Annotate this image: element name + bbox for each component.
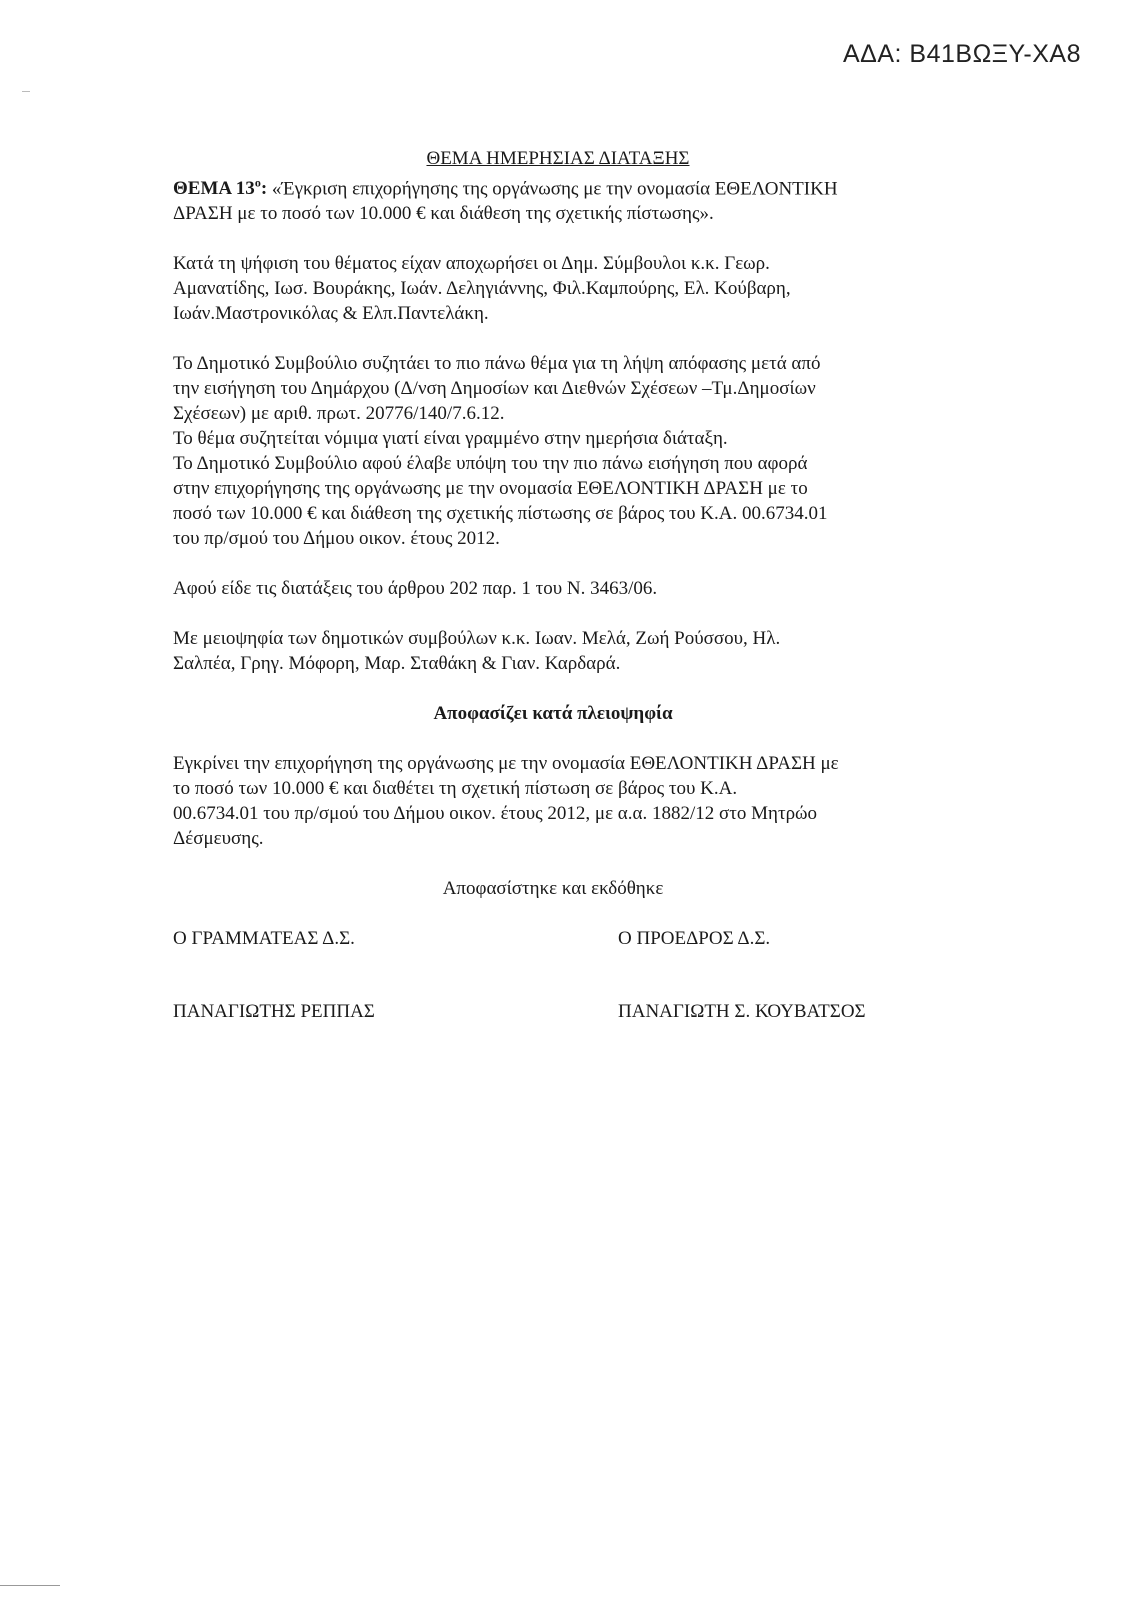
minority-line-1: Με μειοψηφία των δημοτικών συμβούλων κ.κ. Ιωαν. Μελά, Ζωή Ρούσσου, Ηλ. [173,628,781,650]
minority-line-2: Σαλπέα, Γρηγ. Μόφορη, Μαρ. Σταθάκη & Γιαν. Καρδαρά. [173,653,621,675]
president-title: Ο ΠΡΟΕΔΡΟΣ Δ.Σ. [618,928,771,950]
signature-titles [173,926,918,951]
decision-line-2: το ποσό των 10.000 € και διαθέτει τη σχετική πίστωση σε βάρος του Κ.Α. [173,778,738,800]
discussion-line-5: Το Δημοτικό Συμβούλιο αφού έλαβε υπόψη του την πιο πάνω εισήγηση που αφορά [173,453,808,475]
absent-line-2: Αμανατίδης, Ιωσ. Βουράκης, Ιωάν. Δεληγιάννης, Φιλ.Καμπούρης, Ελ. Κούβαρη, [173,278,791,300]
agenda-heading: ΘΕΜΑ ΗΜΕΡΗΣΙΑΣ ΔΙΑΤΑΞΗΣ [426,148,690,169]
absent-line-1: Κατά τη ψήφιση του θέματος είχαν αποχωρήσει οι Δημ. Σύμβουλοι κ.κ. Γεωρ. [173,253,770,275]
law-reference: Αφού είδε τις διατάξεις του άρθρου 202 παρ. 1 του Ν. 3463/06. [173,578,658,600]
scan-mark [22,91,30,92]
discussion-line-2: την εισήγηση του Δημάρχου (Δ/νση Δημοσίων και Διεθνών Σχέσεων –Τμ.Δημοσίων [173,378,816,400]
signature-names [173,999,918,1024]
discussion-line-1: Το Δημοτικό Συμβούλιο συζητάει το πιο πάνω θέμα για τη λήψη απόφασης μετά από [173,353,821,375]
decision-line-1: Εγκρίνει την επιχορήγηση της οργάνωσης με την ονομασία ΕΘΕΛΟΝΤΙΚΗ ΔΡΑΣΗ με [173,753,839,775]
topic-line-2: ΔΡΑΣΗ με το ποσό των 10.000 € και διάθεση της σχετικής πίστωσης». [173,203,714,225]
decision-heading: Αποφασίζει κατά πλειοψηφία [433,703,673,725]
decision-line-3: 00.6734.01 του πρ/σμού του Δήμου οικον. έτους 2012, με α.α. 1882/12 στο Μητρώο [173,803,818,825]
discussion-line-6: στην επιχορήγησης της οργάνωσης με την ονομασία ΕΘΕΛΟΝΤΙΚΗ ΔΡΑΣΗ με το [173,478,808,500]
topic-label-sup: ο [254,176,261,190]
topic-text-1: «Έγκριση επιχορήγησης της οργάνωσης με την ονομασία ΕΘΕΛΟΝΤΙΚΗ [271,178,838,200]
topic-line-1 [173,171,963,201]
discussion-line-7: ποσό των 10.000 € και διάθεση της σχετικής πίστωσης σε βάρος του Κ.Α. 00.6734.01 [173,503,828,525]
document-body [173,146,963,1024]
president-name: ΠΑΝΑΓΙΩΤΗ Σ. ΚΟΥΒΑΤΣΟΣ [618,1001,866,1023]
decision-line-4: Δέσμευσης. [173,828,264,850]
discussion-line-8: του πρ/σμού του Δήμου οικον. έτους 2012. [173,528,500,550]
discussion-line-4: Το θέμα συζητείται νόμιμα γιατί είναι γραμμένο στην ημερήσια διάταξη. [173,428,728,450]
scan-edge-line [0,1585,60,1586]
topic-label-colon: : [260,178,272,200]
topic-label-text: ΘΕΜΑ 13 [173,178,255,200]
secretary-name: ΠΑΝΑΓΙΩΤΗΣ ΡΕΠΠΑΣ [173,1001,375,1023]
discussion-line-3: Σχέσεων) με αριθ. πρωτ. 20776/140/7.6.12. [173,403,505,425]
topic-label [173,178,272,199]
secretary-title: Ο ΓΡΑΜΜΑΤΕΑΣ Δ.Σ. [173,928,355,950]
absent-line-3: Ιωάν.Μαστρονικόλας & Ελπ.Παντελάκη. [173,303,489,325]
issued-line: Αποφασίστηκε και εκδόθηκε [442,878,664,900]
ada-code: ΑΔΑ: Β41ΒΩΞΥ-ΧΑ8 [842,40,1081,68]
